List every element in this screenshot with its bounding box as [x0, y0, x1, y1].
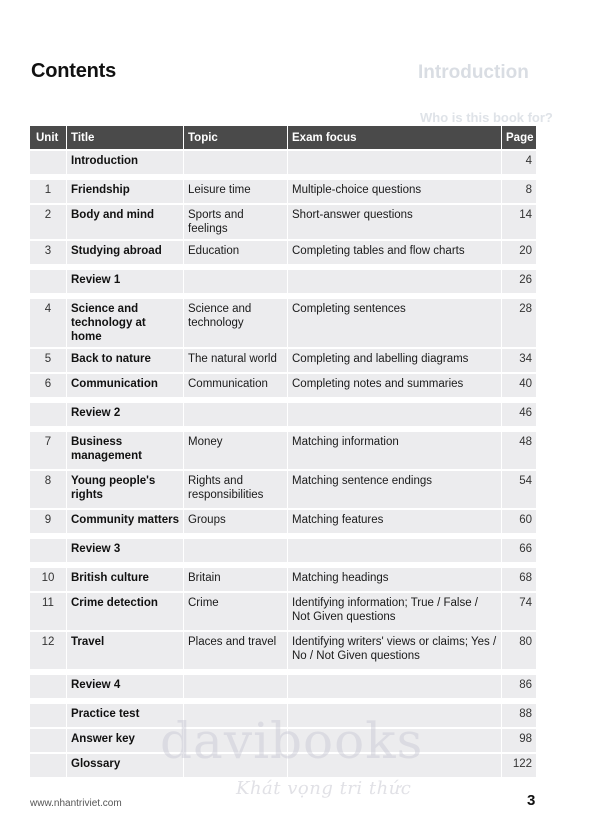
row-title: Science and technology at home	[66, 293, 183, 347]
header-topic: Topic	[183, 126, 287, 149]
row-page: 14	[501, 203, 536, 239]
table-row	[30, 533, 536, 562]
table-row	[30, 669, 536, 698]
row-unit	[30, 533, 66, 562]
page-number: 3	[527, 792, 536, 809]
table-row	[30, 591, 536, 630]
row-exam-focus: Completing sentences	[287, 293, 501, 347]
row-exam-focus: Identifying writers' views or claims; Yes / No / Not Given questions	[287, 630, 501, 669]
bleed-through-subheading: Who is this book for?	[420, 110, 553, 125]
row-page: 20	[501, 239, 536, 264]
table-row	[30, 203, 536, 239]
row-exam-focus: Completing and labelling diagrams	[287, 347, 501, 372]
row-title: British culture	[66, 562, 183, 591]
row-title: Travel	[66, 630, 183, 669]
table-header-row	[30, 126, 536, 149]
row-title: Friendship	[66, 174, 183, 203]
table-row	[30, 469, 536, 508]
row-title: Introduction	[66, 149, 183, 174]
row-page: 98	[501, 727, 536, 752]
row-title: Review 1	[66, 264, 183, 293]
row-topic: Crime	[183, 591, 287, 630]
row-title: Back to nature	[66, 347, 183, 372]
row-title: Practice test	[66, 698, 183, 727]
row-page: 86	[501, 669, 536, 698]
row-topic: Places and travel	[183, 630, 287, 669]
row-page: 88	[501, 698, 536, 727]
row-exam-focus	[287, 533, 501, 562]
row-title: Answer key	[66, 727, 183, 752]
row-topic: Rights and responsibilities	[183, 469, 287, 508]
row-page: 48	[501, 426, 536, 469]
row-exam-focus	[287, 669, 501, 698]
row-topic	[183, 149, 287, 174]
row-title: Review 4	[66, 669, 183, 698]
row-page: 4	[501, 149, 536, 174]
table-row	[30, 562, 536, 591]
row-topic: Leisure time	[183, 174, 287, 203]
row-unit: 9	[30, 508, 66, 533]
row-exam-focus: Completing notes and summaries	[287, 372, 501, 397]
row-title: Business management	[66, 426, 183, 469]
row-page: 80	[501, 630, 536, 669]
row-unit	[30, 149, 66, 174]
row-title: Young people's rights	[66, 469, 183, 508]
row-topic: Sports and feelings	[183, 203, 287, 239]
row-unit	[30, 727, 66, 752]
row-page: 60	[501, 508, 536, 533]
row-unit: 3	[30, 239, 66, 264]
table-body	[30, 149, 536, 777]
row-unit: 10	[30, 562, 66, 591]
row-topic: Groups	[183, 508, 287, 533]
watermark-tagline: Khát vọng tri thức	[236, 778, 412, 799]
row-exam-focus: Short-answer questions	[287, 203, 501, 239]
row-exam-focus: Completing tables and flow charts	[287, 239, 501, 264]
table-row	[30, 347, 536, 372]
row-topic: The natural world	[183, 347, 287, 372]
row-exam-focus	[287, 149, 501, 174]
row-page: 66	[501, 533, 536, 562]
row-topic	[183, 533, 287, 562]
row-title: Review 2	[66, 397, 183, 426]
row-topic: Britain	[183, 562, 287, 591]
table-row	[30, 426, 536, 469]
row-exam-focus	[287, 264, 501, 293]
row-topic: Money	[183, 426, 287, 469]
header-exam-focus: Exam focus	[287, 126, 501, 149]
row-unit: 2	[30, 203, 66, 239]
table-row	[30, 397, 536, 426]
table-row	[30, 174, 536, 203]
row-title: Review 3	[66, 533, 183, 562]
row-topic: Communication	[183, 372, 287, 397]
row-unit	[30, 264, 66, 293]
row-unit: 6	[30, 372, 66, 397]
row-title: Crime detection	[66, 591, 183, 630]
row-page: 122	[501, 752, 536, 777]
row-exam-focus: Identifying information; True / False / Not Given questions	[287, 591, 501, 630]
row-page: 54	[501, 469, 536, 508]
row-page: 46	[501, 397, 536, 426]
row-unit	[30, 669, 66, 698]
row-unit: 5	[30, 347, 66, 372]
footer-url: www.nhantriviet.com	[30, 798, 122, 809]
watermark-logo: davibooks	[160, 712, 424, 770]
table-row	[30, 293, 536, 347]
row-title: Community matters	[66, 508, 183, 533]
bleed-through-heading: Introduction	[418, 62, 529, 83]
row-topic: Education	[183, 239, 287, 264]
row-page: 26	[501, 264, 536, 293]
table-row	[30, 149, 536, 174]
row-topic	[183, 397, 287, 426]
table-row	[30, 508, 536, 533]
row-unit	[30, 397, 66, 426]
row-topic: Science and technology	[183, 293, 287, 347]
table-row	[30, 630, 536, 669]
row-exam-focus	[287, 397, 501, 426]
row-page: 34	[501, 347, 536, 372]
contents-table	[30, 126, 536, 777]
row-unit: 7	[30, 426, 66, 469]
table-row	[30, 372, 536, 397]
row-exam-focus: Matching headings	[287, 562, 501, 591]
row-exam-focus: Matching features	[287, 508, 501, 533]
row-exam-focus: Multiple-choice questions	[287, 174, 501, 203]
row-title: Glossary	[66, 752, 183, 777]
header-title: Title	[66, 126, 183, 149]
table-row	[30, 264, 536, 293]
page-title: Contents	[31, 60, 117, 82]
row-unit: 8	[30, 469, 66, 508]
row-exam-focus: Matching sentence endings	[287, 469, 501, 508]
row-page: 8	[501, 174, 536, 203]
row-title: Communication	[66, 372, 183, 397]
row-unit: 4	[30, 293, 66, 347]
row-title: Studying abroad	[66, 239, 183, 264]
header-page: Page	[501, 126, 536, 149]
row-unit: 12	[30, 630, 66, 669]
row-unit	[30, 698, 66, 727]
row-unit: 1	[30, 174, 66, 203]
table-row	[30, 239, 536, 264]
row-unit: 11	[30, 591, 66, 630]
row-title: Body and mind	[66, 203, 183, 239]
row-page: 74	[501, 591, 536, 630]
row-page: 28	[501, 293, 536, 347]
row-topic	[183, 669, 287, 698]
header-unit: Unit	[30, 126, 66, 149]
row-page: 40	[501, 372, 536, 397]
row-page: 68	[501, 562, 536, 591]
row-unit	[30, 752, 66, 777]
row-topic	[183, 264, 287, 293]
row-exam-focus: Matching information	[287, 426, 501, 469]
